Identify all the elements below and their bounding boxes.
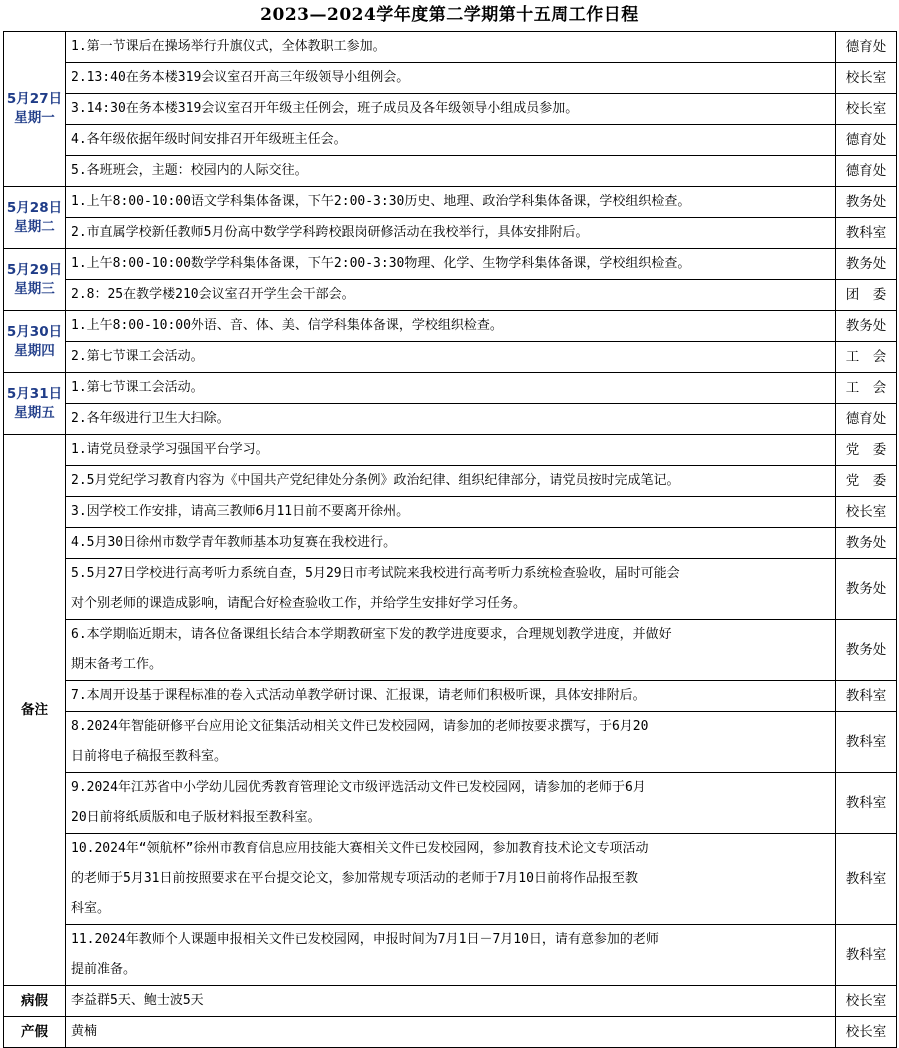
notes-label: 备注: [4, 435, 66, 986]
note-row: [4, 528, 897, 559]
note-line: 的老师于5月31日前按照要求在平台提交论文，参加常规专项活动的老师于7月10日前将作品报至教: [71, 871, 638, 886]
note-row: [4, 681, 897, 712]
schedule-row: [4, 32, 897, 63]
department-cell: 教科室: [836, 834, 897, 925]
department-cell: 教务处: [836, 559, 897, 620]
department-cell: 校长室: [836, 1017, 897, 1048]
note-row: [4, 834, 897, 925]
note-item: [66, 435, 836, 466]
note-line: 日前将电子稿报至教科室。: [71, 749, 228, 764]
schedule-body: [4, 32, 897, 1048]
day-label-cell: [4, 373, 66, 435]
schedule-row: [4, 373, 897, 404]
schedule-row: [4, 342, 897, 373]
day-date: 5月30日: [6, 323, 63, 340]
schedule-row: [4, 94, 897, 125]
note-line: 2.5月党纪学习教育内容为《中国共产党纪律处分条例》政治纪律、组织纪律部分，请党员按时完成笔记。: [71, 473, 680, 488]
schedule-item: 1.上午8:00-10:00语文学科集体备课，下午2:00-3:30历史、地理、政治学科集体备课，学校组织检查。: [66, 187, 836, 218]
schedule-item: 2.各年级进行卫生大扫除。: [66, 404, 836, 435]
department-cell: 教科室: [836, 218, 897, 249]
note-item: [66, 559, 836, 620]
note-item: [66, 466, 836, 497]
department-cell: 党 委: [836, 435, 897, 466]
schedule-row: [4, 249, 897, 280]
note-line: 对个别老师的课造成影响，请配合好检查验收工作，并给学生安排好学习任务。: [71, 596, 527, 611]
day-weekday: 星期五: [14, 404, 55, 421]
note-line: 1.请党员登录学习强国平台学习。: [71, 442, 269, 457]
note-line: 11.2024年教师个人课题申报相关文件已发校园网，申报时间为7月1日－7月10日，请有意参加的老师: [71, 932, 659, 947]
day-weekday: 星期二: [14, 218, 55, 235]
schedule-row: [4, 311, 897, 342]
note-line: 4.5月30日徐州市数学青年教师基本功复赛在我校进行。: [71, 535, 397, 550]
note-row: [4, 712, 897, 773]
page-title: 2023—2024学年度第二学期第十五周工作日程: [260, 5, 639, 25]
schedule-row: [4, 156, 897, 187]
department-cell: 教务处: [836, 311, 897, 342]
note-line: 3.因学校工作安排，请高三教师6月11日前不要离开徐州。: [71, 504, 410, 519]
schedule-row: [4, 125, 897, 156]
note-item: [66, 528, 836, 559]
note-line: 9.2024年江苏省中小学幼儿园优秀教育管理论文市级评选活动文件已发校园网，请参加的老师于6月: [71, 780, 646, 795]
schedule-table: [3, 31, 897, 1048]
note-row: [4, 466, 897, 497]
day-date: 5月27日: [6, 91, 63, 107]
schedule-item: 2.8：25在教学楼210会议室召开学生会干部会。: [66, 280, 836, 311]
note-line: 20日前将纸质版和电子版材料报至教科室。: [71, 810, 321, 825]
department-cell: 校长室: [836, 94, 897, 125]
department-cell: 校长室: [836, 497, 897, 528]
note-line: 6.本学期临近期末，请各位备课组长结合本学期教研室下发的教学进度要求，合理规划教学进度，并做好: [71, 627, 672, 642]
note-item: [66, 834, 836, 925]
note-line: 5.5月27日学校进行高考听力系统自查，5月29日市考试院来我校进行高考听力系统检查验收，届时可能会: [71, 566, 680, 581]
day-label-cell: [4, 249, 66, 311]
schedule-row: [4, 187, 897, 218]
note-line: 科室。: [71, 901, 111, 916]
schedule-row: [4, 280, 897, 311]
schedule-item: 3.14:30在务本楼319会议室召开年级主任例会，班子成员及各年级领导小组成员参加。: [66, 94, 836, 125]
note-line: 8.2024年智能研修平台应用论文征集活动相关文件已发校园网，请参加的老师按要求撰写，于6月20: [71, 719, 649, 734]
department-cell: 教务处: [836, 620, 897, 681]
sick-leave-text: 李益群5天、鲍士波5天: [66, 986, 836, 1017]
department-cell: 党 委: [836, 466, 897, 497]
note-row: [4, 620, 897, 681]
day-label-cell: [4, 311, 66, 373]
department-cell: 德育处: [836, 404, 897, 435]
schedule-row: [4, 404, 897, 435]
sick-leave-label: 病假: [4, 986, 66, 1017]
day-weekday: 星期一: [14, 110, 55, 126]
schedule-item: 2.市直属学校新任教师5月份高中数学学科跨校跟岗研修活动在我校举行，具体安排附后。: [66, 218, 836, 249]
schedule-item: 1.第七节课工会活动。: [66, 373, 836, 404]
note-item: [66, 773, 836, 834]
sick-leave-row: [4, 986, 897, 1017]
schedule-item: 1.上午8:00-10:00外语、音、体、美、信学科集体备课，学校组织检查。: [66, 311, 836, 342]
department-cell: 教科室: [836, 773, 897, 834]
department-cell: 德育处: [836, 125, 897, 156]
note-item: [66, 712, 836, 773]
note-line: 期末备考工作。: [71, 657, 163, 672]
day-label-cell: [4, 187, 66, 249]
note-row: [4, 773, 897, 834]
day-date: 5月31日: [6, 385, 63, 402]
department-cell: 教务处: [836, 249, 897, 280]
schedule-item: 2.13:40在务本楼319会议室召开高三年级领导小组例会。: [66, 63, 836, 94]
schedule-item: 5.各班班会，主题：校园内的人际交往。: [66, 156, 836, 187]
note-item: [66, 925, 836, 986]
department-cell: 德育处: [836, 32, 897, 63]
department-cell: 工 会: [836, 342, 897, 373]
department-cell: 德育处: [836, 156, 897, 187]
schedule-item: 2.第七节课工会活动。: [66, 342, 836, 373]
note-item: [66, 497, 836, 528]
day-label-cell: [4, 32, 66, 187]
note-item: [66, 681, 836, 712]
maternity-leave-text: 黄楠: [66, 1017, 836, 1048]
note-line: 提前准备。: [71, 962, 137, 977]
day-weekday: 星期三: [14, 280, 55, 297]
department-cell: 校长室: [836, 63, 897, 94]
maternity-leave-label: 产假: [4, 1017, 66, 1048]
note-row: [4, 925, 897, 986]
department-cell: 团 委: [836, 280, 897, 311]
note-row: [4, 559, 897, 620]
note-item: [66, 620, 836, 681]
schedule-item: 4.各年级依据年级时间安排召开年级班主任会。: [66, 125, 836, 156]
note-row: [4, 497, 897, 528]
department-cell: 教务处: [836, 528, 897, 559]
maternity-leave-row: [4, 1017, 897, 1048]
schedule-row: [4, 218, 897, 249]
note-row: [4, 435, 897, 466]
department-cell: 工 会: [836, 373, 897, 404]
schedule-item: 1.第一节课后在操场举行升旗仪式，全体教职工参加。: [66, 32, 836, 63]
department-cell: 校长室: [836, 986, 897, 1017]
day-date: 5月29日: [6, 261, 63, 278]
day-date: 5月28日: [6, 199, 63, 216]
schedule-item: 1.上午8:00-10:00数学学科集体备课，下午2:00-3:30物理、化学、生物学科集体备课，学校组织检查。: [66, 249, 836, 280]
note-line: 10.2024年“领航杯”徐州市教育信息应用技能大赛相关文件已发校园网，参加教育技术论文专项活动: [71, 841, 649, 856]
department-cell: 教务处: [836, 187, 897, 218]
day-weekday: 星期四: [14, 342, 55, 359]
note-line: 7.本周开设基于课程标准的卷入式活动单教学研讨课、汇报课，请老师们积极听课，具体安排附后。: [71, 688, 646, 703]
department-cell: 教科室: [836, 925, 897, 986]
schedule-row: [4, 63, 897, 94]
department-cell: 教科室: [836, 712, 897, 773]
department-cell: 教科室: [836, 681, 897, 712]
